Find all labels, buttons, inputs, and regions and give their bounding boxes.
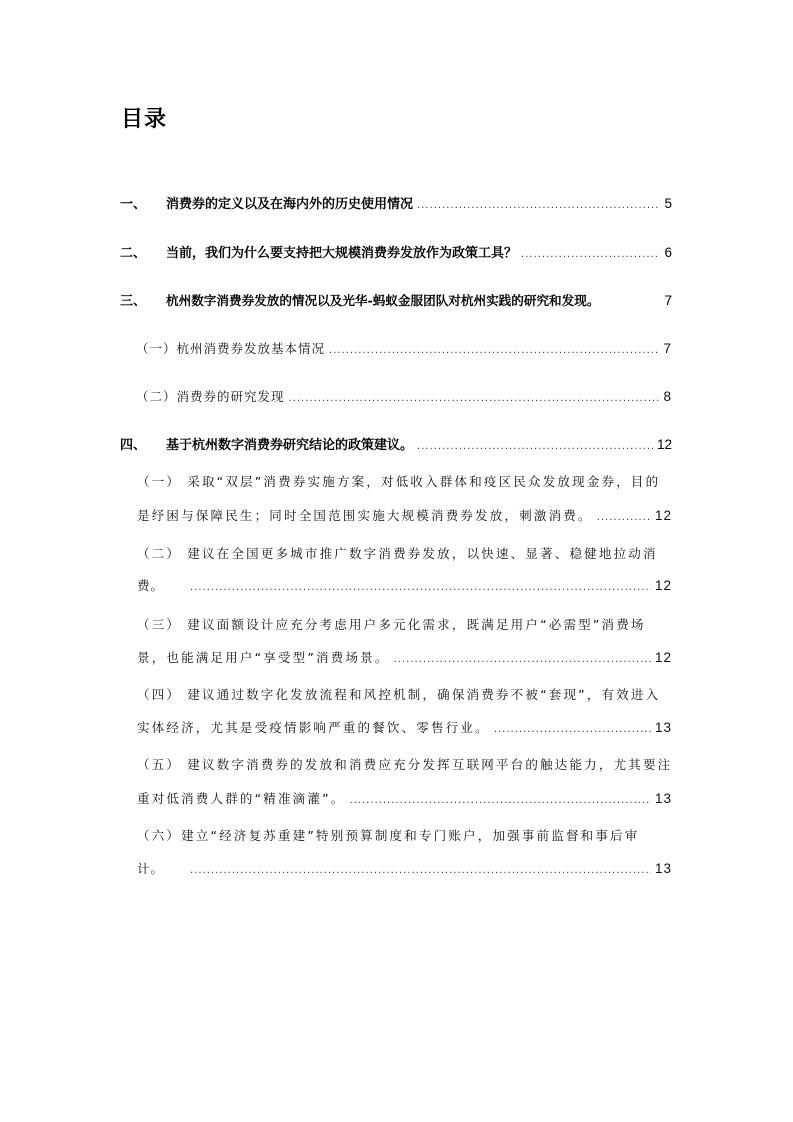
dot-leader — [394, 654, 651, 665]
toc-entry-4-5[interactable] — [137, 789, 672, 807]
toc-page-number: 13 — [654, 861, 672, 876]
dot-leader — [597, 512, 651, 523]
toc-entry-3-1[interactable] — [136, 339, 672, 357]
toc-entry-label: 费。 — [137, 578, 165, 593]
toc-page-number: 13 — [654, 791, 672, 806]
toc-entry-number: 二、 — [120, 246, 147, 261]
toc-page-number: 6 — [664, 245, 672, 260]
toc-entry-4-6[interactable] — [137, 859, 672, 877]
toc-entry-4-1-line1[interactable]: （一） 采取“双层”消费券实施方案，对低收入群体和疫区民众发放现金券，目的 — [137, 474, 661, 489]
toc-entry-label: （一）杭州消费券发放基本情况 — [136, 341, 326, 356]
toc-page-number: 13 — [654, 720, 672, 735]
dot-leader — [417, 200, 660, 211]
dot-leader — [190, 582, 651, 593]
toc-entry-label: 重对低消费人群的“精准滴灌”。 — [137, 791, 346, 806]
toc-entry-number: 一、 — [120, 197, 147, 212]
toc-page-number: 12 — [656, 437, 672, 452]
toc-entry-3[interactable] — [120, 290, 672, 309]
toc-entry-4[interactable] — [120, 434, 672, 453]
toc-entry-number: 四、 — [120, 438, 147, 453]
toc-page-number: 12 — [654, 508, 672, 523]
toc-page-number: 7 — [663, 341, 672, 356]
dot-leader — [289, 393, 660, 404]
dot-leader — [494, 724, 651, 735]
toc-entry-label: 杭州数字消费券发放的情况以及光华-蚂蚁金服团队对杭州实践的研究和发现。 — [166, 293, 600, 308]
toc-entry-label: 当前，我们为什么要支持把大规模消费券发放作为政策工具？ — [166, 246, 518, 261]
dot-leader — [329, 345, 659, 356]
toc-entry-4-2[interactable] — [137, 576, 672, 594]
toc-page-number: 12 — [654, 650, 672, 665]
toc-entry-4-3-line1[interactable]: （三） 建议面额设计应充分考虑用户多元化需求，既满足用户“必需型”消费场 — [137, 617, 646, 632]
toc-entry-3-2[interactable] — [136, 387, 672, 405]
dot-leader — [417, 441, 653, 452]
dot-leader — [349, 795, 651, 806]
toc-page-number: 7 — [664, 293, 672, 308]
dot-leader — [190, 865, 651, 876]
toc-entry-label: （二）消费券的研究发现 — [136, 389, 285, 404]
toc-entry-4-3[interactable] — [137, 648, 672, 666]
toc-entry-4-5-line1[interactable]: （五） 建议数字消费券的发放和消费应充分发挥互联网平台的触达能力，尤其要注 — [137, 757, 673, 772]
toc-entry-label: 是纾困与保障民生；同时全国范围实施大规模消费券发放，刺激消费。 — [137, 508, 593, 523]
toc-page-number: 5 — [664, 196, 672, 211]
toc-entry-label: 实体经济，尤其是受疫情影响严重的餐饮、零售行业。 — [137, 720, 490, 735]
toc-entry-4-4-line1[interactable]: （四） 建议通过数字化发放流程和风控机制，确保消费券不被“套现”，有效进入 — [137, 687, 661, 702]
toc-entry-1[interactable] — [120, 193, 672, 212]
toc-entry-label: 计。 — [137, 861, 165, 876]
toc-entry-4-6-line1[interactable]: （六）建立“经济复苏重建”特别预算制度和专门账户，加强事前监督和事后审 — [137, 828, 640, 843]
toc-entry-label: 基于杭州数字消费券研究结论的政策建议。 — [166, 438, 414, 453]
toc-entry-label: 消费券的定义以及在海内外的历史使用情况 — [166, 197, 414, 212]
toc-entry-4-1[interactable] — [137, 506, 672, 524]
dot-leader — [521, 249, 660, 260]
toc-entry-label: 景，也能满足用户“享受型”消费场景。 — [137, 650, 390, 665]
toc-entry-2[interactable] — [120, 242, 672, 261]
toc-entry-4-4[interactable] — [137, 718, 672, 736]
toc-page-number: 8 — [663, 389, 672, 404]
toc-page-number: 12 — [654, 578, 672, 593]
toc-entry-number: 三、 — [120, 294, 147, 309]
page-title: 目录 — [121, 107, 168, 132]
toc-entry-4-2-line1[interactable]: （二） 建议在全国更多城市推广数字消费券发放，以快速、显著、稳健地拉动消 — [137, 546, 658, 561]
